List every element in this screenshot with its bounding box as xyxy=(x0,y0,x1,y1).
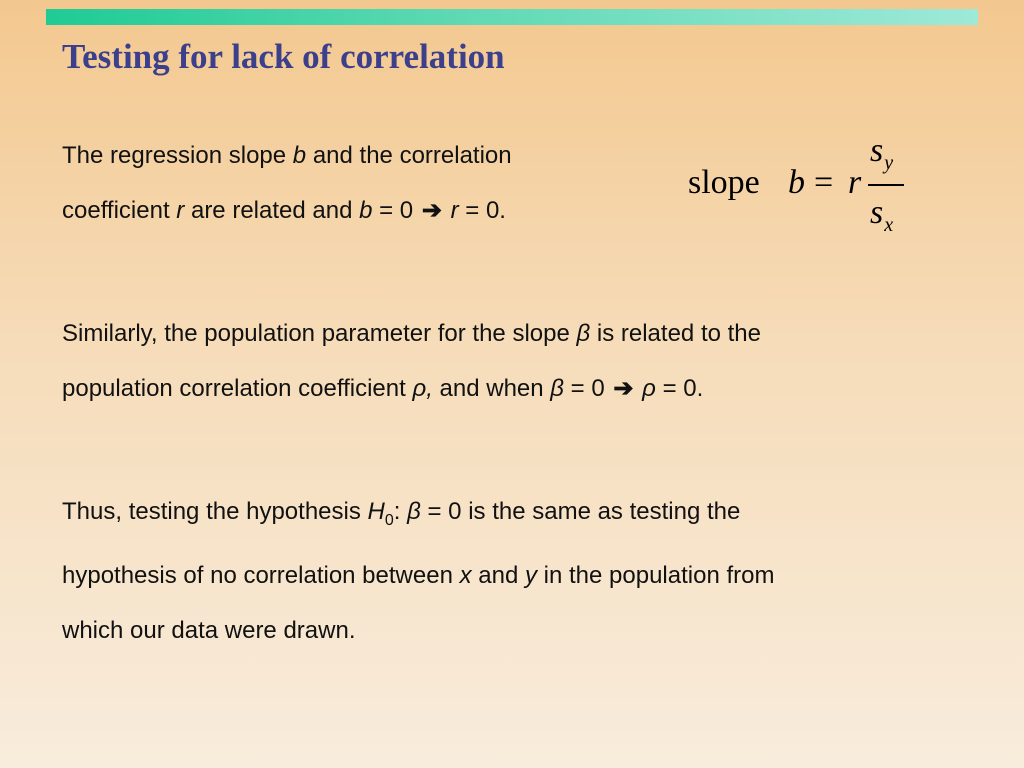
paragraph-line xyxy=(62,306,761,361)
variable-rho: ρ xyxy=(642,375,656,402)
variable-x: x xyxy=(459,561,472,589)
text-segment: : xyxy=(393,498,408,525)
paragraph-line: which our data were drawn. xyxy=(62,616,356,644)
text-segment: = 0 is the same as testing the xyxy=(420,498,741,525)
text-segment: Similarly, the population parameter for the slope xyxy=(62,320,577,347)
text-segment: hypothesis of no correlation between xyxy=(62,561,460,589)
subscript-zero: 0 xyxy=(384,511,394,529)
paragraph-line xyxy=(62,484,774,548)
text-segment: = 0 xyxy=(564,375,612,402)
formula-variable-r: r xyxy=(848,164,862,201)
top-accent-bar xyxy=(46,9,978,25)
variable-b: b xyxy=(292,142,307,169)
formula-equals-sign: = xyxy=(814,164,834,201)
variable-b: b xyxy=(359,197,373,224)
paragraph-line xyxy=(62,183,512,238)
text-segment: and xyxy=(471,561,525,589)
variable-y: y xyxy=(524,561,537,589)
paragraph-slope-correlation xyxy=(62,128,512,238)
formula-s: s xyxy=(870,132,884,169)
variable-rho: ρ, xyxy=(412,375,433,402)
paragraph-hypothesis xyxy=(62,484,774,658)
text-segment: are related and xyxy=(184,197,360,224)
text-segment: Thus, testing the hypothesis xyxy=(62,498,368,525)
variable-beta: β xyxy=(550,375,565,402)
variable-r: r xyxy=(176,197,185,224)
paragraph-line xyxy=(62,128,512,183)
text-segment: and the correlation xyxy=(306,142,512,169)
text-segment: = 0 xyxy=(372,197,420,224)
variable-r: r xyxy=(450,197,459,224)
text-segment: = 0. xyxy=(655,375,704,402)
formula-subscript-y: y xyxy=(884,152,894,174)
paragraph-line xyxy=(62,361,761,416)
fraction-bar xyxy=(868,184,904,186)
variable-beta: β xyxy=(407,498,421,525)
formula-denominator xyxy=(870,194,894,236)
implies-arrow-icon: ➔ xyxy=(421,197,442,224)
formula-numerator xyxy=(870,132,894,174)
text-segment: population correlation coefficient xyxy=(62,375,413,402)
slide-title: Testing for lack of correlation xyxy=(62,37,505,76)
text-segment: coefficient xyxy=(62,197,177,224)
implies-arrow-icon: ➔ xyxy=(613,375,634,402)
text-segment: and when xyxy=(432,375,551,402)
paragraph-population-parameter xyxy=(62,306,761,416)
text-segment: = 0. xyxy=(458,197,506,224)
text-segment: The regression slope xyxy=(62,142,293,169)
formula-variable-b: b xyxy=(788,164,805,201)
paragraph-line xyxy=(62,548,774,603)
formula-s: s xyxy=(870,194,884,231)
formula-subscript-x: x xyxy=(884,214,894,236)
variable-H: H xyxy=(367,498,385,525)
variable-beta: β xyxy=(576,320,591,347)
text-segment: in the population from xyxy=(536,561,775,589)
formula-word-slope: slope xyxy=(688,164,760,201)
text-segment: is related to the xyxy=(590,320,761,347)
